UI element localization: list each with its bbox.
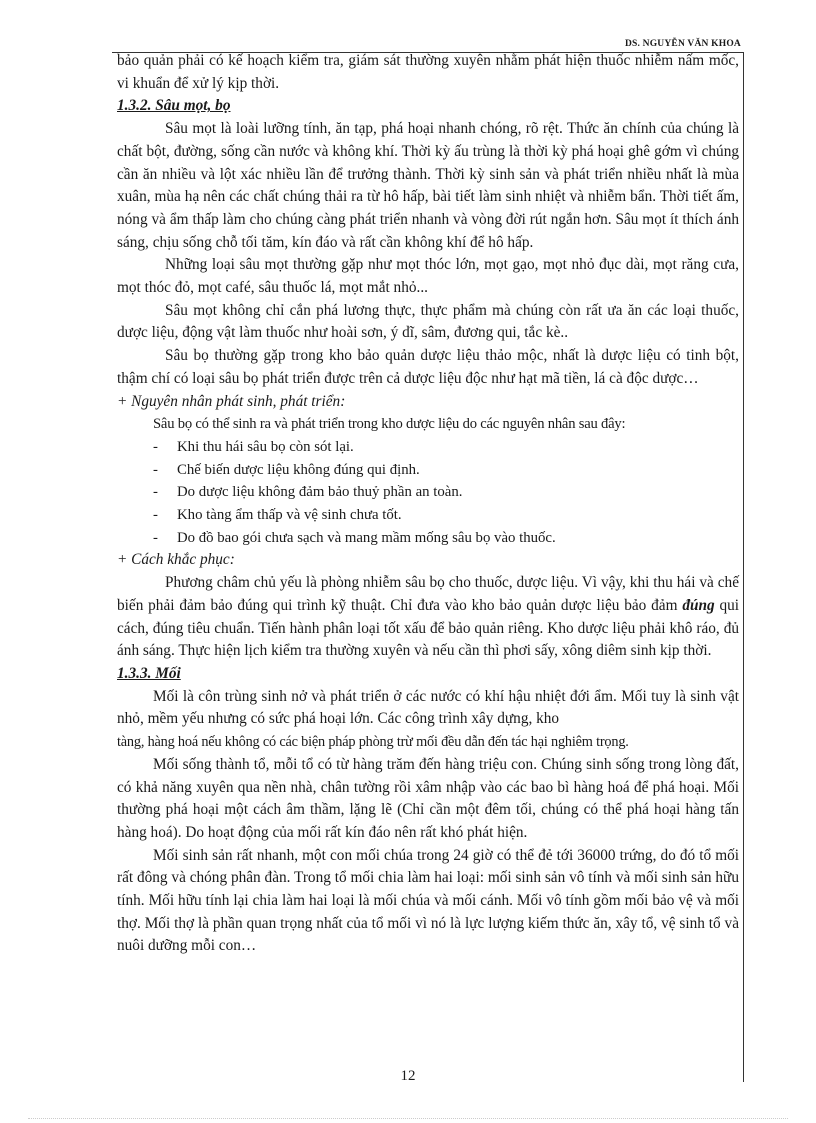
list-item: - Kho tàng ẩm thấp và vệ sinh chưa tốt. [153,504,739,527]
paragraph-pests-damage: Sâu mọt không chỉ cắn phá lương thực, thực phẩm mà chúng còn rất ưa ăn các loại thuốc, dược liệu, động vật làm thuốc như hoài sơn, ý dĩ, sâm, đương qui, tắc kè.. [117,301,739,342]
paragraph-termites-intro-cont: tàng, hàng hoá nếu không có các biện pháp phòng trừ mối đều dẫn đến tác hại nghiêm trọng. [117,734,629,751]
bullet-dash: - [153,507,158,524]
paragraph-remedy: Phương châm chủ yếu là phòng nhiễm sâu bọ cho thuốc, dược liệu. Vì vậy, khi thu hái và chế biến phải đảm bảo đúng qui trình kỹ thuật. Chỉ đưa vào kho bảo quản dược liệu bảo đảm đúng qui cách, đúng tiêu chuẩn. Tiến hành phân loại tốt xấu để bảo quản riêng. Kho dược liệu phải khô ráo, đủ ánh sáng. Thực hiện lịch kiểm tra thường xuyên và nếu cần thì phơi sấy, xông diêm sinh kịp thời. [117,574,739,660]
subheading-remedy: + Cách khắc phục: [117,551,235,569]
causes-list [117,436,739,550]
bullet-dash: - [153,484,158,501]
section-heading-1-3-3: 1.3.3. Mối [117,664,181,682]
paragraph-common-pests: Những loại sâu mọt thường gặp như mọt thóc lớn, mọt gạo, mọt nhỏ đục dài, mọt răng cưa, mọt thóc đỏ, mọt café, sâu thuốc lá, mọt mắt nhỏ... [117,256,739,297]
causes-intro: Sâu bọ có thể sinh ra và phát triển trong kho dược liệu do các nguyên nhân sau đây: [153,416,626,433]
footer-rule [28,1118,788,1119]
section-heading-1-3-2: 1.3.2. Sâu mọt, bọ [117,97,231,115]
paragraph-pests-storage: Sâu bọ thường gặp trong kho bảo quản dược liệu thảo mộc, nhất là dược liệu có tinh bột, thậm chí có loại sâu bọ phát triển được trên cả dược liệu độc như hạt mã tiền, lá cà độc dược… [117,347,739,387]
bullet-dash: - [153,529,158,546]
page-header-author: DS. NGUYỄN VĂN KHOA [624,39,741,49]
right-margin-rule [743,52,744,1082]
paragraph-termites-reproduction: Mối sinh sản rất nhanh, một con mối chúa trong 24 giờ có thể đẻ tới 36000 trứng, do đó tổ mối rất đông và chóng phân đàn. Trong tổ mối chia làm hai loại: mối sinh sản vô tính và mối sinh sản hữu tính. Mối hữu tính lại chia làm hai loại là mối chúa và mối cánh. Mối vô tính gồm mối bảo vệ và mối thợ. Mối thợ là phần quan trọng nhất của tổ mối vì nó là lực lượng kiếm thức ăn, xây tổ, vệ sinh tổ và nuôi dưỡng mỗi con… [117,846,739,955]
paragraph-pest-biology: Sâu mọt là loài lưỡng tính, ăn tạp, phá hoại nhanh chóng, rõ rệt. Thức ăn chính của chúng là chất bột, đường, sống cần nước và không khí. Thời kỳ ấu trùng là thời kỳ phá hoại ghê gớm vì chúng cần ăn nhiều và lột xác nhiều lần để trưởng thành. Thời kỳ sinh sản và phát triển nhiều nhất là mùa xuân, mùa hạ nên các chất chúng thải ra từ hô hấp, bài tiết làm sinh nhiệt và nhiễm bẩn. Thời tiết ấm, nóng và ẩm thấp làm cho chúng càng phát triển nhanh và vòng đời rút ngắn hơn. Sâu mọt ít thích ánh sáng, chịu sống chỗ tối tăm, kín đáo và rất cần không khí để hô hấp. [117,120,739,251]
list-item: - Do dược liệu không đảm bảo thuỷ phần an toàn. [153,481,739,504]
paragraph-continuation: bảo quản phải có kế hoạch kiểm tra, giám sát thường xuyên nhằm phát hiện thuốc nhiễm nấm mốc, vi khuẩn để xử lý kịp thời. [117,52,739,92]
page-body [117,50,739,958]
bullet-dash: - [153,461,158,478]
paragraph-termites-intro: Mối là côn trùng sinh nở và phát triển ở các nước có khí hậu nhiệt đới ẩm. Mối tuy là sinh vật nhỏ, mềm yếu nhưng có sức phá hoại lớn. Các công trình xây dựng, kho [117,687,739,728]
emphasis-dung: đúng [682,596,715,614]
list-item: - Khi thu hái sâu bọ còn sót lại. [153,436,739,459]
page-number: 12 [400,1068,416,1084]
list-item: - Do đồ bao gói chưa sạch và mang mầm mống sâu bọ vào thuốc. [153,527,739,550]
subheading-causes: + Nguyên nhân phát sinh, phát triển: [117,392,346,410]
paragraph-termites-nests: Mối sống thành tổ, mỗi tổ có từ hàng trăm đến hàng triệu con. Chúng sinh sống trong lòng đất, có khả năng xuyên qua nền nhà, chân tường rồi xâm nhập vào các bao bì hàng hoá để phá hoại. Mối thường phá hoại một cách âm thầm, lặng lẽ (Chỉ cần một đêm tối, chúng có thể phá hoại hàng tấn hàng hoá). Do hoạt động của mối rất kín đáo nên rất khó phát hiện. [117,755,739,841]
list-item: - Chế biến dược liệu không đúng qui định. [153,459,739,482]
bullet-dash: - [153,438,158,455]
